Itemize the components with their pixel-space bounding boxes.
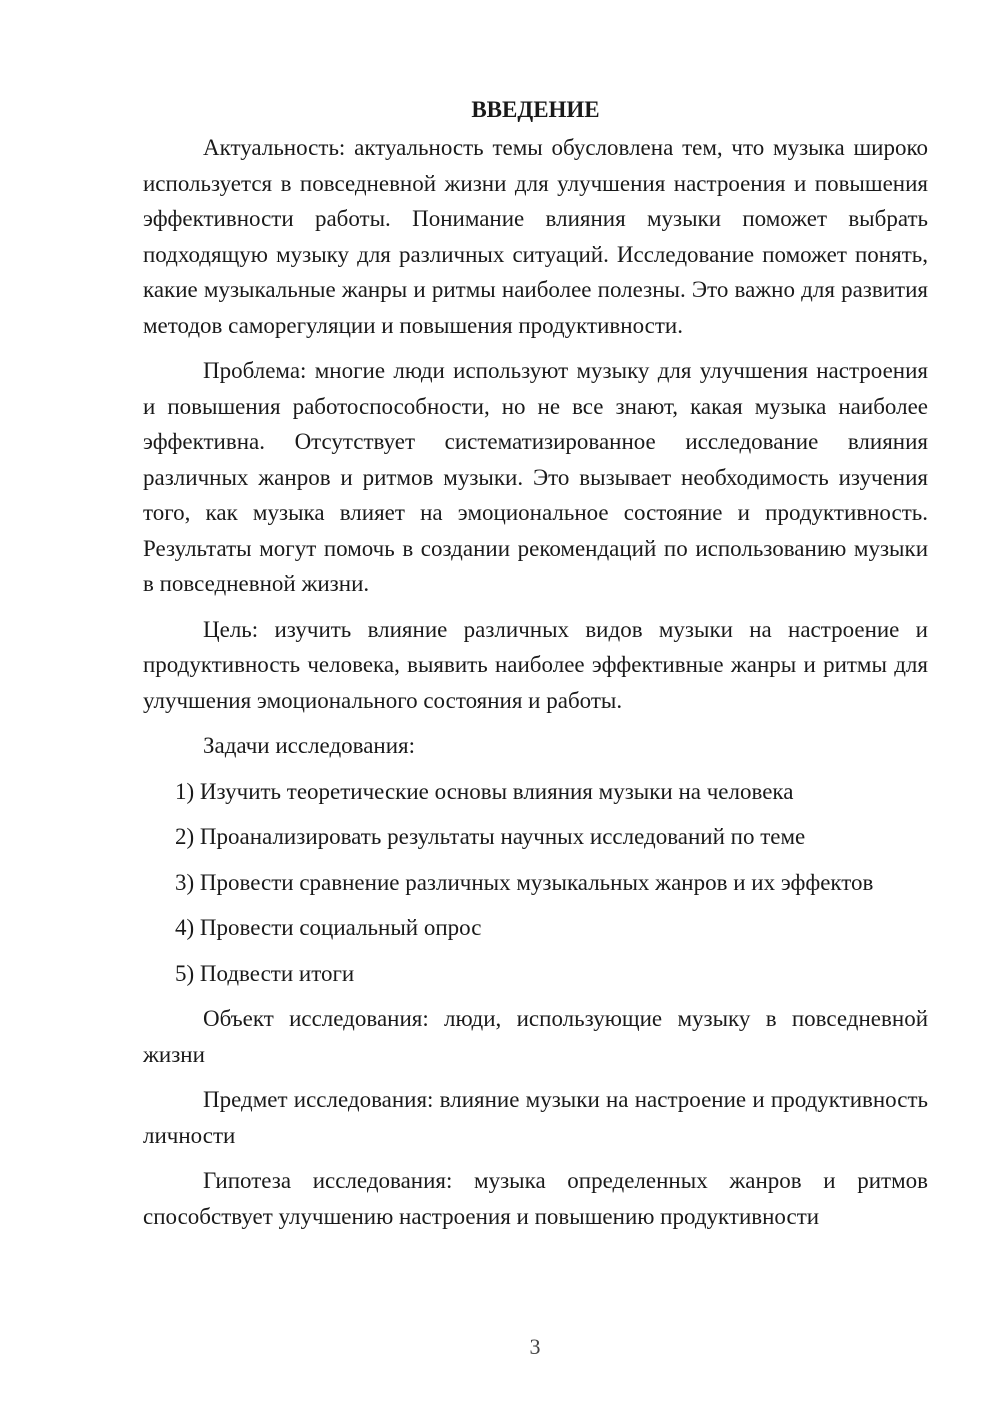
paragraph-hypothesis: Гипотеза исследования: музыка определенных жанров и ритмов способствует улучшению настроения и повышению продуктивности [143,1168,928,1229]
page-title: ВВЕДЕНИЕ [471,97,600,122]
page-number: 3 [529,1334,541,1359]
paragraph-goal: Цель: изучить влияние различных видов музыки на настроение и продуктивность человека, выявить наиболее эффективные жанры и ритмы для улучшения эмоционального состояния и работы. [143,616,928,713]
paragraph-relevance: Актуальность: актуальность темы обусловлена тем, что музыка широко используется в повседневной жизни для улучшения настроения и повышения эффективности работы. Понимание влияния музыки поможет выбрать подходящую музыку для различных ситуаций. Исследование поможет понять, какие музыкальные жанры и ритмы наиболее полезны. Это важно для развития методов саморегуляции и повышения продуктивности. [143,135,928,338]
list-item: 2) Проанализировать результаты научных исследований по теме [175,824,806,849]
tasks-list [143,774,928,992]
page-body [143,92,928,1244]
paragraph-subject: Предмет исследования: влияние музыки на настроение и продуктивность личности [143,1087,928,1148]
paragraph-problem: Проблема: многие люди используют музыку для улучшения настроения и повышения работоспособности, но не все знают, какая музыка наиболее эффективна. Отсутствует систематизированное исследование влияния различных жанров и ритмов музыки. Это вызывает необходимость изучения того, как музыка влияет на эмоциональное состояние и продуктивность. Результаты могут помочь в создании рекомендаций по использованию музыки в повседневной жизни. [143,358,928,596]
list-item: 3) Провести сравнение различных музыкальных жанров и их эффектов [175,869,874,895]
paragraph-object: Объект исследования: люди, использующие музыку в повседневной жизни [143,1006,928,1067]
list-item: 1) Изучить теоретические основы влияния музыки на человека [175,778,794,804]
tasks-heading: Задачи исследования: [203,733,416,758]
list-item: 5) Подвести итоги [175,960,355,986]
list-item: 4) Провести социальный опрос [175,915,482,940]
